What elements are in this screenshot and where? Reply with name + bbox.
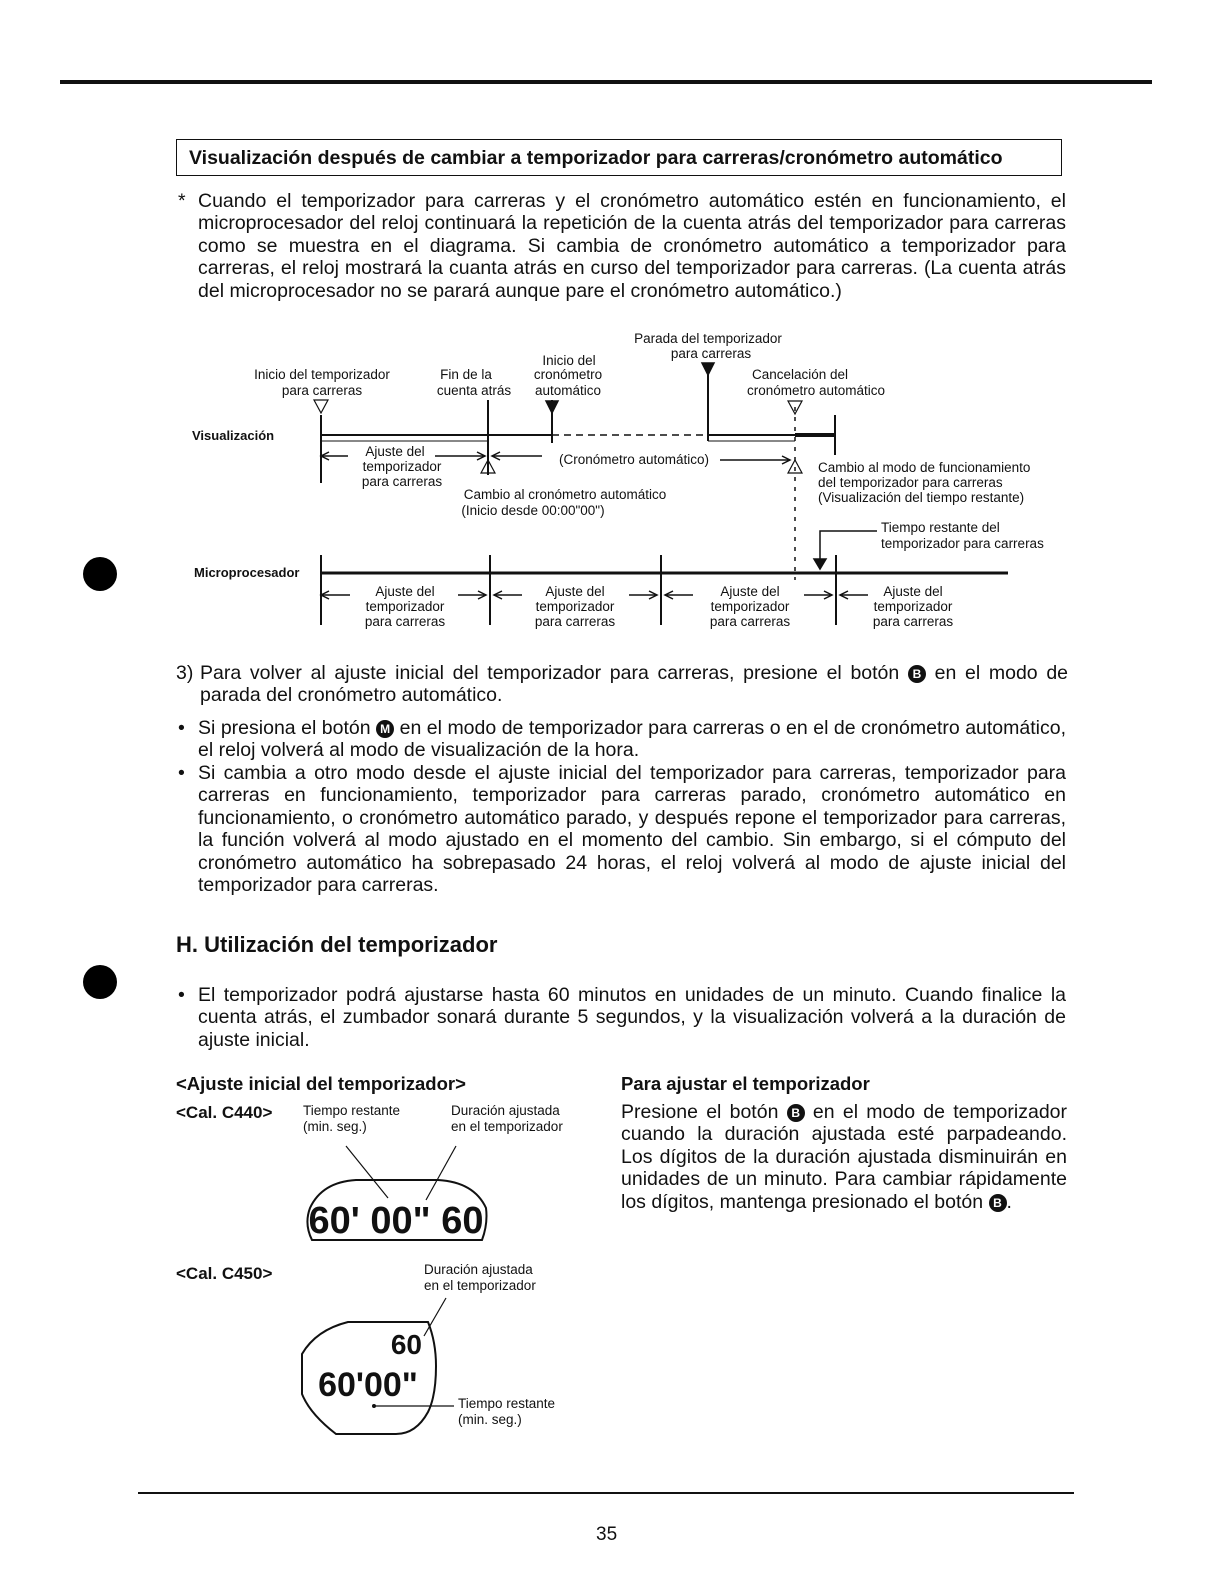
label-fin-1: Fin de la [440, 367, 492, 382]
svg-text:para carreras: para carreras [709, 614, 791, 629]
c440-lcd-display [296, 1140, 496, 1250]
svg-text:para carreras: para carreras [534, 614, 616, 629]
cambio-crono-2: (Inicio desde 00:00"00") [461, 503, 605, 518]
section-title: Visualización después de cambiar a temporizador para carreras/cronómetro automático [189, 147, 1003, 169]
cambio-modo-2: del temporizador para carreras [818, 475, 1003, 490]
para-ajustar-title: Para ajustar el temporizador [621, 1073, 870, 1094]
label-crono-1: cronómetro [533, 367, 603, 382]
c450-duracion-label [424, 1262, 536, 1294]
svg-text:temporizador: temporizador [365, 599, 445, 614]
duracion-text-1: Duración ajustada [424, 1262, 533, 1277]
label-cancel-2: cronómetro automático [746, 383, 886, 398]
cambio-modo-3: (Visualización del tiempo restante) [818, 490, 1025, 505]
tiempo-rest-1: Tiempo restante del [881, 520, 1000, 535]
bullet-1-text-a: Si presiona el botón [198, 717, 371, 739]
punch-hole [83, 557, 117, 591]
label-parada-2: para carreras [670, 346, 752, 361]
svg-text:temporizador: temporizador [873, 599, 953, 614]
svg-text:Ajuste del: Ajuste del [545, 584, 605, 599]
section-h-title: H. Utilización del temporizador [176, 932, 498, 957]
bullet-1-text-b: en el modo de temporizador para carreras o en el de cronómetro automático, el reloj volverá al modo de visualización de la hora. [198, 717, 1066, 762]
top-rule [60, 80, 1152, 84]
period: . [1006, 1190, 1012, 1213]
bullet-mark: • [178, 984, 185, 1006]
cambio-modo-1: Cambio al modo de funcionamiento [818, 460, 1031, 475]
para-ajustar-paragraph [621, 1101, 1067, 1213]
micro-labels-4 [873, 584, 954, 629]
c440-lcd-digits: 60' 00" 60 [308, 1200, 484, 1242]
intro-paragraph [178, 190, 1066, 302]
label-parada-1: Parada del temporizador [634, 331, 782, 346]
svg-text:Ajuste del: Ajuste del [720, 584, 780, 599]
bottom-rule [138, 1492, 1074, 1494]
c440-tiempo-label [303, 1103, 400, 1135]
b-button-icon: B [908, 665, 926, 683]
label-cancel-1: Cancelación del [751, 367, 849, 382]
duracion-text-2: en el temporizador [451, 1119, 563, 1134]
asterisk: * [178, 190, 186, 212]
bullet-mark: • [178, 762, 185, 784]
intro-text: Cuando el temporizador para carreras y el cronómetro automático estén en funcionamiento, el microprocesador del reloj continuará la repetición de la cuenta atrás del temporizador para carreras como se muestra en el diagrama. Si cambia de cronómetro automático a temporizador para carreras, el reloj mostrará la cuanta atrás en curso del temporizador para carreras. (La cuenta atrás del microprocesador no se parará aunque pare el cronómetro automático.) [198, 190, 1066, 302]
bullet-2 [178, 762, 1066, 896]
step-3-text-a: Para volver al ajuste inicial del temporizador para carreras, presione el botón [200, 662, 900, 684]
section-h-bullet-text: El temporizador podrá ajustarse hasta 60 minutos en unidades de un minuto. Cuando finalice la cuenta atrás, el zumbador sonará durante 5 segundos, y la visualización volverá a la duración de ajuste inicial. [198, 984, 1066, 1051]
min-seg-text: (min. seg.) [303, 1119, 367, 1134]
step-3 [176, 662, 1068, 707]
c450-lcd-main-digits: 60'00" [318, 1366, 418, 1404]
label-inicio-temp-1: Inicio del temporizador [254, 367, 390, 382]
tiempo-restante-text: Tiempo restante [458, 1396, 556, 1411]
ajuste-inicial-title: <Ajuste inicial del temporizador> [176, 1073, 466, 1094]
vis-ajuste-2: temporizador [362, 459, 442, 474]
c450-lcd-top-digits: 60 [390, 1329, 422, 1360]
label-inicio-del: Inicio del [542, 353, 596, 368]
micro-labels-2 [535, 584, 616, 629]
bullet-2-text: Si cambia a otro modo desde el ajuste inicial del temporizador para carreras, temporizador para carreras en funcionamiento, temporizador para carreras parado, cronómetro automático en funcionamiento, o cronómetro automático parado, y después repone el temporizador para carreras, la función volverá al modo ajustado en el momento del cambio. Sin embargo, si el cómputo del cronómetro automático ha sobrepasado 24 horas, el reloj volverá al modo de ajuste inicial del temporizador para carreras. [198, 762, 1066, 897]
section-title-box [176, 139, 1062, 176]
row-label-visualizacion: Visualización [192, 428, 275, 443]
bullet-1 [178, 717, 1066, 762]
label-crono-2: automático [534, 383, 602, 398]
micro-labels-3 [710, 584, 791, 629]
svg-text:para carreras: para carreras [364, 614, 446, 629]
tiempo-rest-2: temporizador para carreras [881, 536, 1044, 551]
row-label-microprocesador: Microprocesador [194, 565, 300, 580]
page-number: 35 [596, 1524, 618, 1545]
punch-hole [83, 965, 117, 999]
step-number: 3) [176, 662, 194, 684]
vis-crono-auto: (Cronómetro automático) [558, 452, 710, 467]
cal-c440-label: <Cal. C440> [176, 1103, 273, 1122]
timing-diagram [180, 325, 1080, 635]
section-h-bullet [178, 984, 1066, 1051]
svg-text:para carreras: para carreras [872, 614, 954, 629]
vis-ajuste-3: para carreras [361, 474, 443, 489]
cal-c450-label: <Cal. C450> [176, 1264, 273, 1283]
duracion-text-2: en el temporizador [424, 1278, 536, 1293]
bullet-mark: • [178, 717, 185, 739]
para-ajustar-text-a: Presione el botón [621, 1101, 779, 1123]
b-button-icon: B [989, 1194, 1007, 1212]
svg-text:temporizador: temporizador [710, 599, 790, 614]
micro-labels-1 [365, 584, 446, 629]
svg-text:Ajuste del: Ajuste del [883, 584, 943, 599]
b-button-icon: B [787, 1104, 805, 1122]
c450-tiempo-label [458, 1396, 555, 1428]
cambio-crono-1: Cambio al cronómetro automático [463, 487, 667, 502]
para-ajustar-text-b: en el modo de temporizador cuando la duración ajustada esté parpadeando. Los dígitos de la duración ajustada disminuirán en unidades de un minuto. Para cambiar rápidamente los dígitos, mantenga presionado el botón [621, 1101, 1068, 1213]
label-inicio-temp-2: para carreras [281, 383, 363, 398]
c440-duracion-label [451, 1103, 563, 1135]
svg-text:Ajuste del: Ajuste del [375, 584, 435, 599]
label-fin-2: cuenta atrás [436, 383, 512, 398]
vis-ajuste-1: Ajuste del [365, 444, 425, 459]
duracion-text-1: Duración ajustada [451, 1103, 560, 1118]
tiempo-restante-text: Tiempo restante [303, 1103, 401, 1118]
svg-text:temporizador: temporizador [535, 599, 615, 614]
m-button-icon: M [376, 720, 394, 738]
min-seg-text: (min. seg.) [458, 1412, 522, 1427]
step-3-text-b: en el modo de parada del cronómetro automático. [200, 662, 1069, 707]
